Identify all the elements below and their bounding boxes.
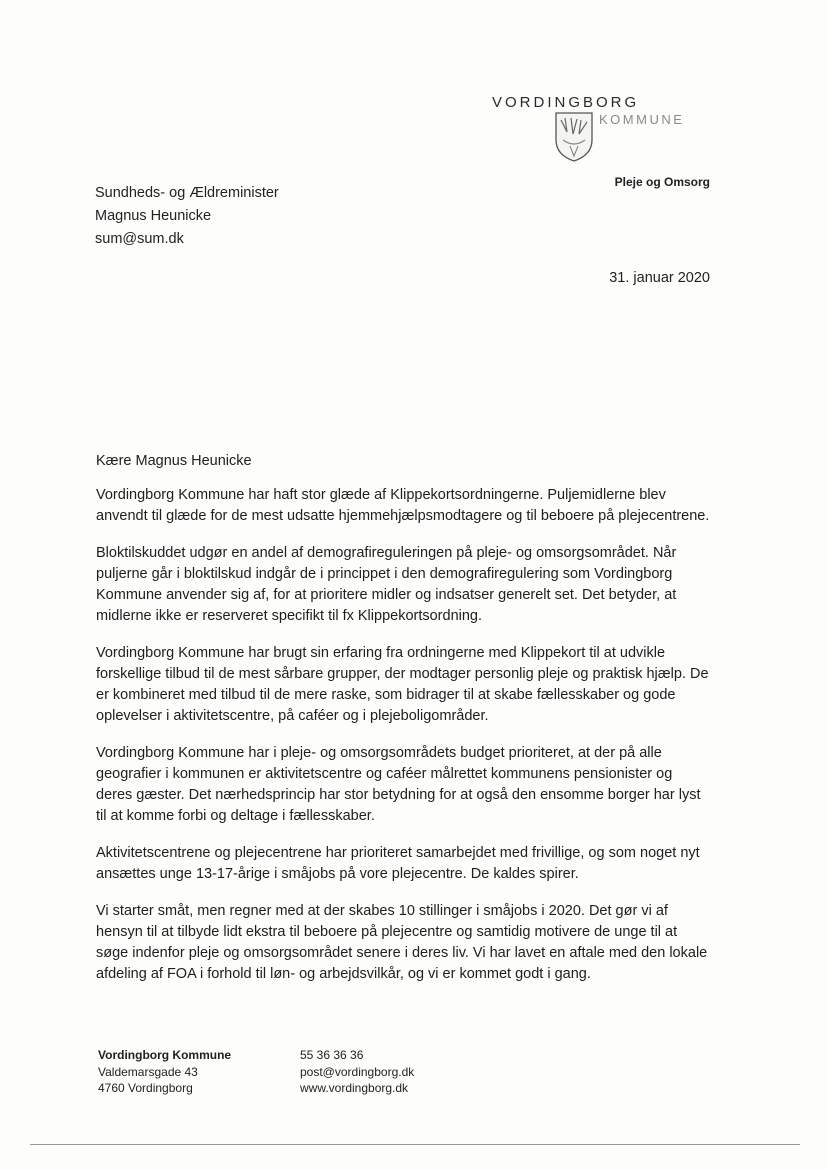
footer-org: Vordingborg Kommune (98, 1048, 232, 1062)
salutation: Kære Magnus Heunicke (96, 453, 252, 469)
footer-city: 4760 Vordingborg (98, 1081, 193, 1095)
footer-phone: 55 36 36 36 (300, 1048, 364, 1062)
paragraph-3: Vordingborg Kommune har brugt sin erfaring fra ordningerne med Klippekort til at udvikle forskellige tilbud til de mest sårbare grupper, der modtager personlig pleje og praktisk hjælp. De er kombineret med tilbud til de mere raske, som bidrager til at skabe fællesskaber og gode oplevelser i aktivitetscentre, på caféer og i plejeboligområder. (96, 645, 709, 724)
logo-subtitle: KOMMUNE (599, 112, 685, 127)
recipient-title: Sundheds- og Ældreminister (95, 185, 279, 201)
footer-email: post@vordingborg.dk (300, 1064, 415, 1079)
letter-date: 31. januar 2020 (609, 270, 710, 286)
department-label: Pleje og Omsorg (614, 175, 710, 189)
footer-web: www.vordingborg.dk (300, 1081, 409, 1095)
footer-address (98, 1047, 231, 1097)
paragraph-1: Vordingborg Kommune har haft stor glæde af Klippekortsordningerne. Puljemidlerne blev anvendt til glæde for de mest udsatte hjemmehjælpsmodtagere og til beboere på plejecentrene. (96, 487, 710, 524)
paragraph-6: Vi starter småt, men regner med at der skabes 10 stillinger i småjobs i 2020. Det gør vi af hensyn til at tilbyde lidt ekstra til beboere på plejecentre og samtidig motivere de unge til at søge indenfor pleje og omsorgsområdet senere i deres liv. Vi har lavet en aftale med den lokale afdeling af FOA i forhold til løn- og arbejdsvilkår, og vi er kommet godt i gang. (96, 903, 708, 982)
footer-contact (300, 1047, 414, 1097)
paragraph-5: Aktivitetscentrene og plejecentrene har prioriteret samarbejdet med frivillige, og som noget nyt ansættes unge 13-17-årige i småjobs på vore plejecentre. De kaldes spirer. (96, 845, 700, 882)
bottom-divider (30, 1144, 800, 1145)
recipient-address (95, 182, 279, 251)
recipient-name: Magnus Heunicke (95, 208, 212, 224)
logo-wordmark: VORDINGBORG (492, 94, 640, 111)
recipient-email: sum@sum.dk (95, 231, 184, 247)
paragraph-2: Bloktilskuddet udgør en andel af demografireguleringen på pleje- og omsorgsområdet. Når puljerne går i bloktilskud indgår de i princippet i den demografiregulering som Vordingborg Kommune anvender sig af, for at prioritere midler og indsatser generelt set. Det betyder, at midlerne ikke er reserveret specifikt til fx Klippekortsordning. (96, 545, 677, 624)
paragraph-4: Vordingborg Kommune har i pleje- og omsorgsområdets budget prioriteret, at der på alle geografier i kommunen er aktivitetscentre og caféer målrettet kommunens pensionister og deres gæster. Det nærhedsprincip har stor betydning for at også den ensomme borger har lyst til at komme forbi og deltage i fællesskaber. (96, 745, 701, 824)
footer-street: Valdemarsgade 43 (98, 1064, 198, 1079)
coat-of-arms-icon (553, 110, 595, 167)
letter-body (96, 451, 711, 1001)
